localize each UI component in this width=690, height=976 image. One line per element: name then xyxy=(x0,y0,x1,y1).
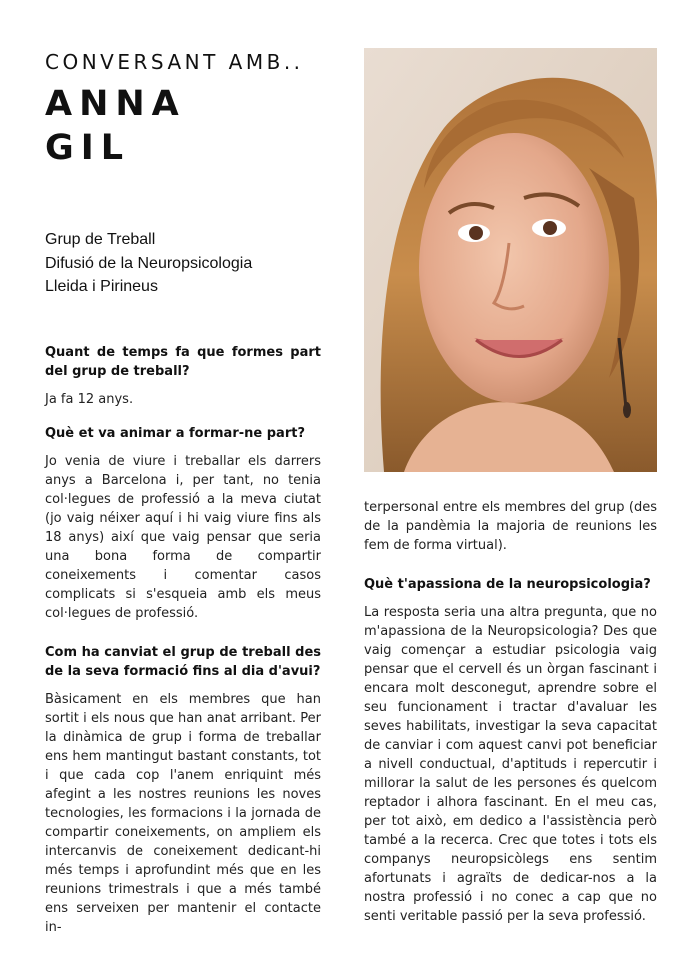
name-first: ANNA xyxy=(45,84,186,124)
portrait-photo xyxy=(364,48,657,472)
question-3: Com ha canviat el grup de treball des de la seva formació fins al dia d'avui? xyxy=(45,645,321,679)
interview-kicker: CONVERSANT AMB.. xyxy=(45,50,304,74)
left-column xyxy=(45,343,321,937)
answer-1: Ja fa 12 anys. xyxy=(45,392,134,407)
question-2: Què et va animar a formar-ne part? xyxy=(45,426,305,441)
answer-4: La resposta seria una altra pregunta, que no m'apassiona de la Neuropsicologia? Des que vaig començar a estudiar psicologia vaig pensar que el cervell és un òrgan fascinant i encara molt desconegut, aprendre sobre el seu funcionament i tractar d'avaluar les seves habilitats, investigar la seva capacitat de canviar i com aquest canvi pot beneficiar a nivell conductual, d'aptituds i repercutir i millorar la salut de les persones és quelcom reptador i alhora fascinant. En el meu cas, per tot això, em dedico a l'assistència però també a la recerca. Crec que totes i tots els companys neuropsicòlegs ens sentim afortunats i agraïts de dedicar-nos a la nostra professió i no conec a cap que no senti veritable passió per la seva professió. xyxy=(364,605,657,924)
group-line-2: Difusió de la Neuropsicologia xyxy=(45,254,253,272)
answer-3-part-2: terpersonal entre els membres del grup (des de la pandèmia la majoria de reunions les fem de forma virtual). xyxy=(364,500,657,553)
answer-2: Jo venia de viure i treballar els darrers anys a Barcelona i, per tant, no tenia col·legues de professió a la meva ciutat (jo vaig néixer aquí i hi vaig viure fins als 18 anys) així que vaig pensar que seria una bona forma de compartir coneixements i comentar casos complicats si s'esqueia amb els meus col·legues de professió. xyxy=(45,454,321,621)
group-line-3: Lleida i Pirineus xyxy=(45,278,158,295)
interviewee-name xyxy=(45,82,186,170)
name-last: GIL xyxy=(45,128,131,168)
answer-3-part-1: Bàsicament en els membres que han sortit i els nous que han anat arribant. Per la dinàmica de grup i forma de treballar ens hem mantingut bastant constants, tot i que cada cop l'anem enriquint més afegint a les nostres reunions les noves tecnologies, les formacions i la jornada de compartir coneixements, on ampliem els intercanvis de coneixement dedicant-hi més temps i aprofundint més que en les reunions trimestrals i que a més també ens serveixen per mantenir el contacte in- xyxy=(45,692,321,935)
working-group-info xyxy=(45,228,252,299)
right-column xyxy=(364,498,657,926)
group-line-1: Grup de Treball xyxy=(45,231,156,248)
question-4: Què t'apassiona de la neuropsicologia? xyxy=(364,577,651,592)
question-1: Quant de temps fa que formes part del grup de treball? xyxy=(45,345,321,379)
